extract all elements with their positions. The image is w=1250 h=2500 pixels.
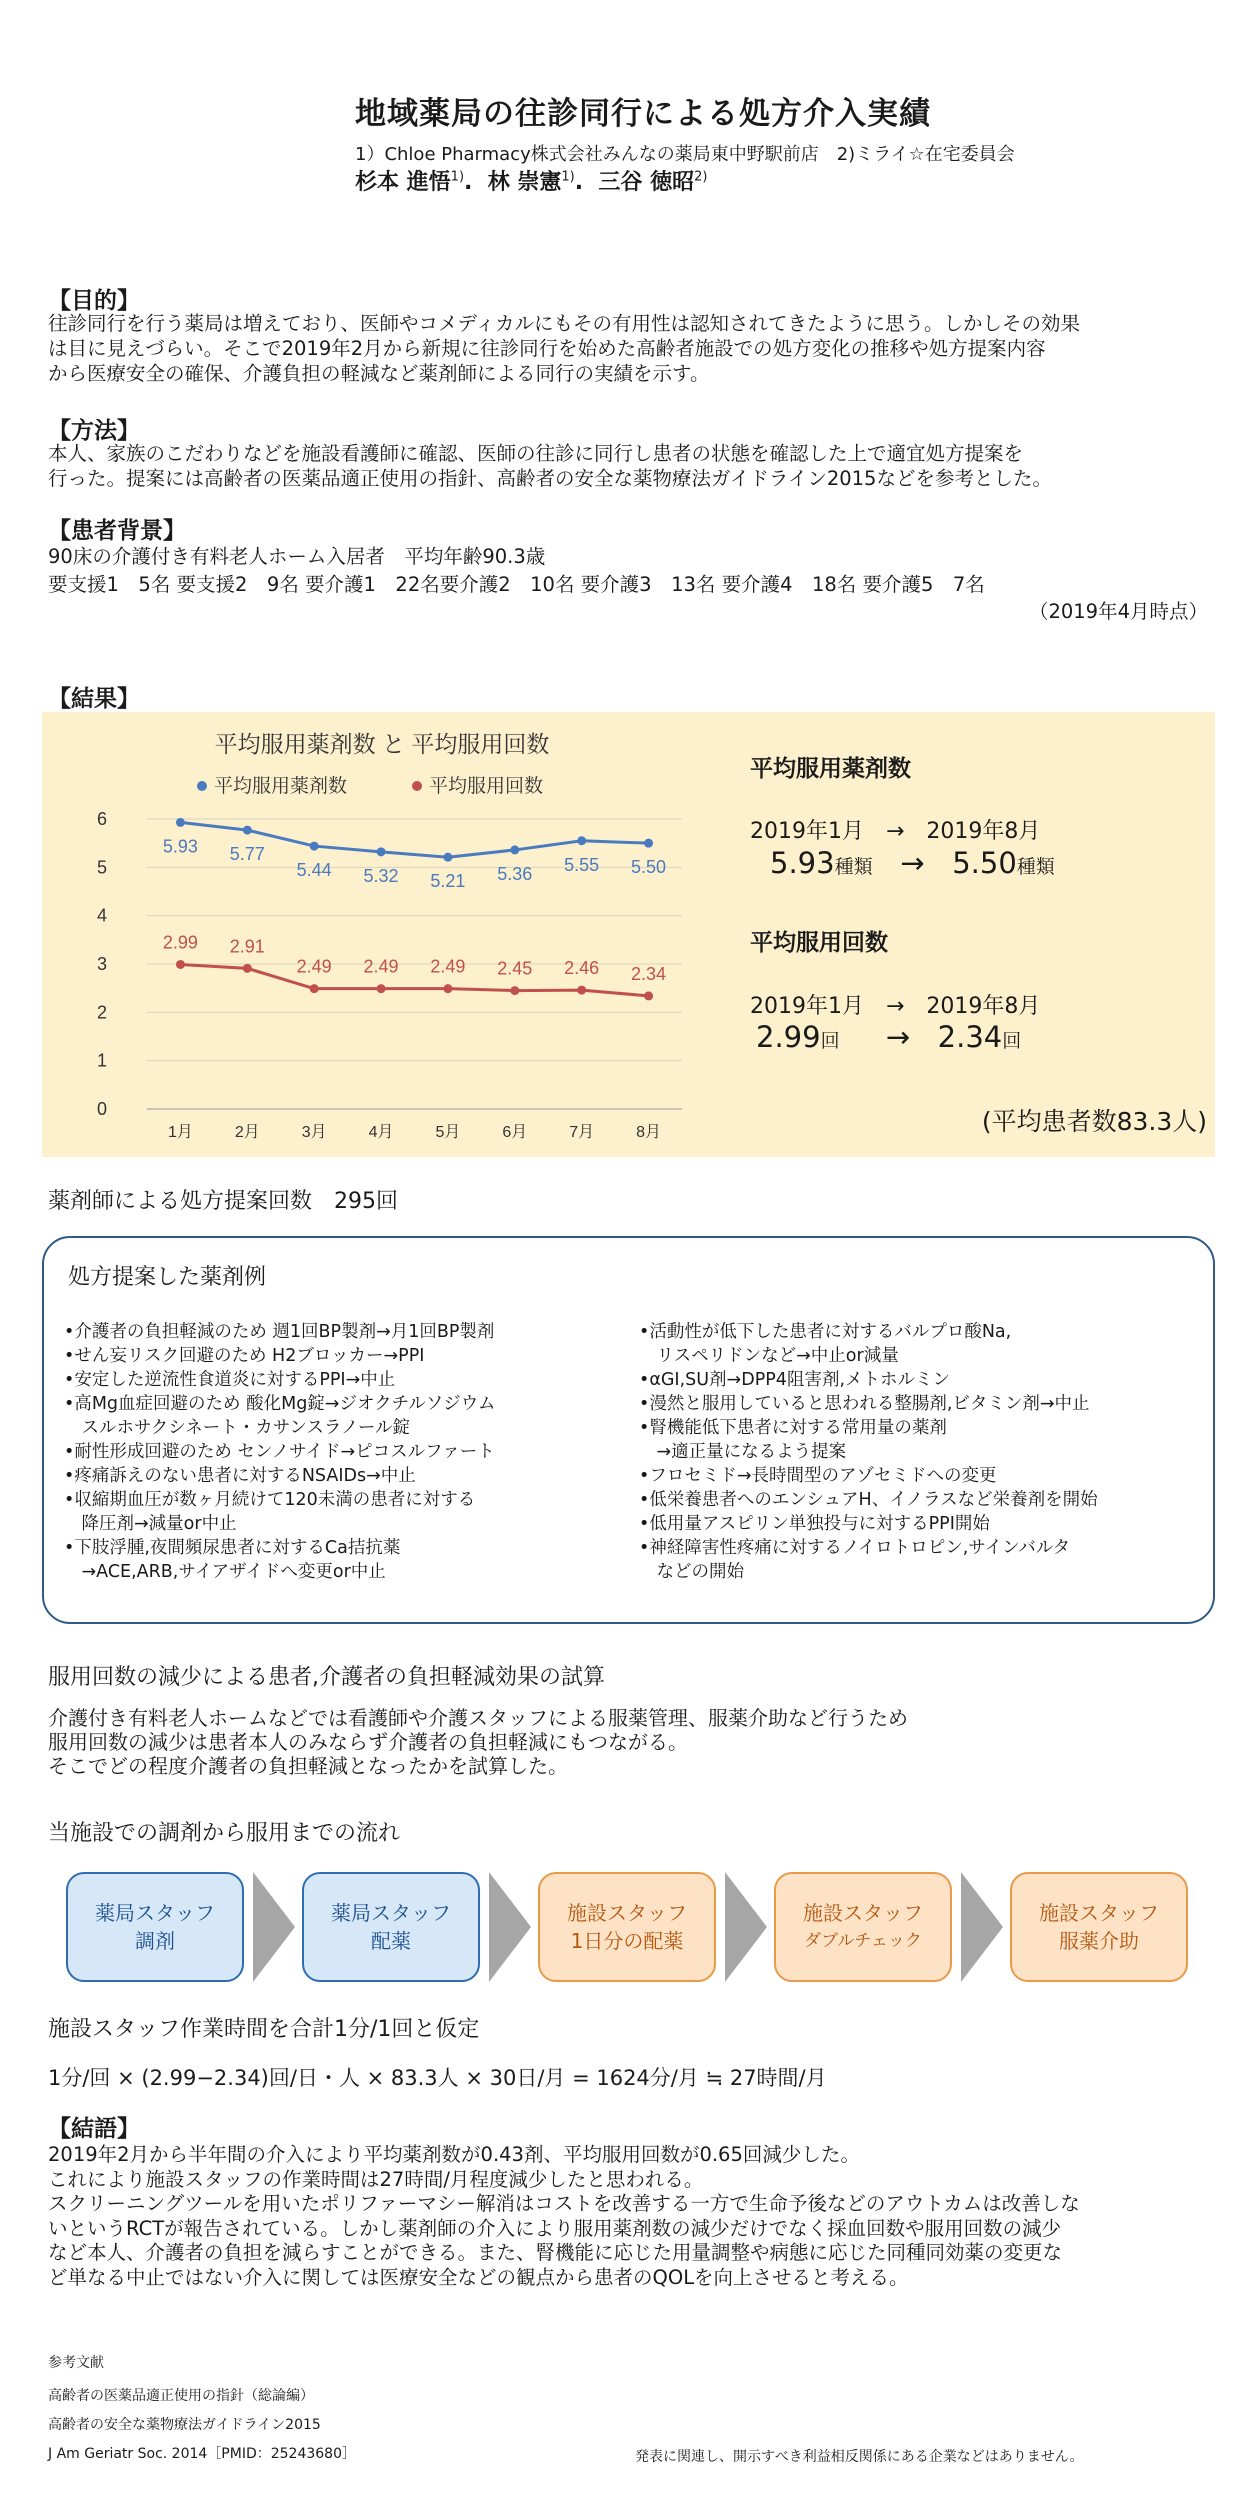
data-point <box>443 853 452 862</box>
drugs-to-value: 5.50 <box>952 846 1017 880</box>
author-mark: 1) <box>450 169 465 185</box>
drug-example-item: •αGI,SU剤→DPP4阻害剤,メトホルミン <box>639 1370 951 1390</box>
background-line: 要支援1 5名 要支援2 9名 要介護1 22名要介護2 10名 要介護3 13名 要介護4 18名 要介護5 7名 <box>48 573 985 596</box>
burden-line: 介護付き有料老人ホームなどでは看護師や介護スタッフによる服薬管理、服薬介助など行うため <box>48 1706 908 1730</box>
arrow: → <box>900 846 925 880</box>
data-point <box>243 826 252 835</box>
drug-examples-left <box>64 1320 496 1584</box>
coi-statement: 発表に関連し、開示すべき利益相反関係にある企業などはありません。 <box>635 2449 1084 2465</box>
drug-example-item: •神経障害性疼痛に対するノイロトロピン,サインバルタ <box>639 1538 1071 1558</box>
drug-example-item: などの開始 <box>639 1562 744 1582</box>
legend-label: 平均服用薬剤数 <box>214 776 348 797</box>
y-tick-label: 1 <box>96 1050 108 1071</box>
method-line: 行った。提案には高齢者の医薬品適正使用の指針、高齢者の安全な薬物療法ガイドライン2015などを参考とした。 <box>48 467 1052 490</box>
drugs-unit: 種類 <box>1016 856 1055 878</box>
data-point <box>310 842 319 851</box>
author-name: 林 崇憲 <box>487 170 562 195</box>
calc-formula: 1分/回 × (2.99−2.34)回/日・人 × 83.3人 × 30日/月 = 1624分/月 ≒ 27時間/月 <box>48 2066 827 2090</box>
drug-example-item: 降圧剤→減量or中止 <box>64 1514 237 1534</box>
drugs-summary-values <box>770 846 1055 880</box>
doses-summary-heading: 平均服用回数 <box>750 930 888 956</box>
flow-step-task: 服薬介助 <box>1059 1929 1139 1953</box>
purpose-line: 往診同行を行う薬局は増えており、医師やコメディカルにもその有用性は認知されてきたように思う。しかしその効果 <box>48 312 1080 335</box>
flow-step-daily-distribution <box>538 1872 716 1982</box>
author-mark: 2) <box>694 169 708 185</box>
data-point <box>644 991 653 1000</box>
x-tick-label: 4月 <box>368 1124 394 1141</box>
data-label: 2.34 <box>631 963 667 984</box>
background-heading: 【患者背景】 <box>48 518 186 544</box>
legend-marker <box>412 781 422 791</box>
drug-example-item: •フロセミド→長時間型のアゾセミドへの変更 <box>639 1466 997 1486</box>
data-label: 2.99 <box>162 932 198 953</box>
drug-example-item: •腎機能低下患者に対する常用量の薬剤 <box>639 1418 947 1438</box>
data-label: 2.49 <box>296 956 332 977</box>
drugs-from-value: 5.93 <box>770 846 835 880</box>
conclusion-line: スクリーニングツールを用いたポリファーマシー解消はコストを改善する一方で生命予後などのアウトカムは改善しな <box>48 2192 1080 2215</box>
flow-arrow <box>961 1872 1003 1982</box>
data-point <box>577 986 586 995</box>
flow-arrow <box>725 1872 767 1982</box>
data-label: 2.45 <box>497 958 533 979</box>
data-point <box>443 984 452 993</box>
drug-examples-box <box>42 1236 1215 1624</box>
drug-examples-right <box>639 1320 1098 1584</box>
data-label: 5.50 <box>631 857 667 878</box>
data-point <box>176 818 185 827</box>
drug-example-item: •漫然と服用していると思われる整腸剤,ビタミン剤→中止 <box>639 1394 1090 1414</box>
data-point <box>377 847 386 856</box>
drug-example-item: →適正量になるよう提案 <box>639 1442 847 1462</box>
x-tick-label: 5月 <box>435 1124 461 1141</box>
conclusion-line: いというRCTが報告されている。しかし薬剤師の介入により服用薬剤数の減少だけでなく採血回数や服用回数の減少 <box>48 2216 1062 2240</box>
burden-line: そこでどの程度介護者の負担軽減となったかを試算した。 <box>48 1754 568 1778</box>
poster-title: 地域薬局の往診同行による処方介入実績 <box>355 96 931 132</box>
drug-example-item: •低栄養患者へのエンシュアH、イノラスなど栄養剤を開始 <box>639 1490 1098 1510</box>
legend-label: 平均服用回数 <box>429 776 544 797</box>
data-label: 5.44 <box>296 860 332 881</box>
data-point <box>377 984 386 993</box>
drugs-summary-period: 2019年1月 → 2019年8月 <box>750 819 1041 844</box>
data-point <box>510 845 519 854</box>
drug-example-item: リスペリドンなど→中止or減量 <box>639 1346 899 1366</box>
data-label: 5.55 <box>564 854 600 875</box>
y-tick-label: 0 <box>96 1099 108 1119</box>
patients-count: (平均患者数83.3人) <box>981 1107 1207 1136</box>
x-tick-label: 6月 <box>502 1124 528 1141</box>
drug-example-item: •下肢浮腫,夜間頻尿患者に対するCa拮抗薬 <box>64 1538 401 1558</box>
drug-example-item: •疼痛訴えのない患者に対するNSAIDs→中止 <box>64 1466 416 1486</box>
data-label: 5.93 <box>162 836 198 857</box>
data-label: 2.46 <box>564 958 600 979</box>
reference-item: 高齢者の医薬品適正使用の指針（総論編） <box>48 2388 314 2404</box>
data-label: 5.21 <box>430 871 466 892</box>
calc-assumption: 施設スタッフ作業時間を合計1分/1回と仮定 <box>48 2017 480 2042</box>
proposals-count: 薬剤師による処方提案回数 295回 <box>48 1189 398 1214</box>
flow-heading: 当施設での調剤から服用までの流れ <box>48 1821 401 1846</box>
reference-item: J Am Geriatr Soc. 2014［PMID：25243680］ <box>48 2446 356 2462</box>
line-chart <box>42 712 742 1157</box>
author-name: 三谷 徳昭 <box>598 170 695 195</box>
flow-step-task: 1日分の配薬 <box>570 1929 684 1953</box>
flow-step-double-check <box>774 1872 952 1982</box>
drugs-unit: 種類 <box>834 856 873 878</box>
data-point <box>644 839 653 848</box>
drug-example-item: •活動性が低下した患者に対するバルプロ酸Na, <box>639 1322 1012 1342</box>
burden-heading: 服用回数の減少による患者,介護者の負担軽減効果の試算 <box>48 1665 605 1690</box>
conclusion-text <box>48 2143 1080 2290</box>
method-heading: 【方法】 <box>48 418 140 444</box>
y-tick-label: 6 <box>96 809 108 829</box>
drug-example-item: •低用量アスピリン単独投与に対するPPI開始 <box>639 1514 990 1534</box>
y-tick-label: 2 <box>96 1002 108 1023</box>
data-label: 5.77 <box>229 844 265 865</box>
data-label: 2.49 <box>430 956 466 977</box>
data-label: 5.36 <box>497 863 533 884</box>
data-point <box>176 960 185 969</box>
data-label: 2.91 <box>229 936 265 957</box>
conclusion-line: これにより施設スタッフの作業時間は27時間/月程度減少したと思われる。 <box>48 2167 704 2191</box>
purpose-text <box>48 311 1080 386</box>
purpose-heading: 【目的】 <box>48 288 140 314</box>
references-heading: 参考文献 <box>48 2355 104 2371</box>
results-panel <box>42 712 1215 1157</box>
doses-unit: 回 <box>820 1030 840 1052</box>
burden-line: 服用回数の減少は患者本人のみならず介護者の負担軽減にもつながる。 <box>48 1730 688 1754</box>
flow-step-role: 施設スタッフ <box>1039 1901 1159 1925</box>
data-point <box>510 986 519 995</box>
conclusion-line: など本人、介護者の負担を減らすことができる。また、腎機能に応じた用量調整や病態に応じた同種同効薬の変更な <box>48 2241 1063 2264</box>
flow-step-task: 配薬 <box>371 1929 411 1953</box>
method-line: 本人、家族のこだわりなどを施設看護師に確認、医師の往診に同行し患者の状態を確認した上で適宜処方提案を <box>48 442 1024 465</box>
y-tick-label: 3 <box>96 954 108 974</box>
x-tick-label: 8月 <box>636 1124 662 1141</box>
reference-item: 高齢者の安全な薬物療法ガイドライン2015 <box>48 2417 321 2433</box>
flow-arrow <box>253 1872 295 1982</box>
doses-summary-period: 2019年1月 → 2019年8月 <box>750 994 1041 1019</box>
conclusion-heading: 【結語】 <box>48 2116 140 2142</box>
doses-to-value: 2.34 <box>937 1020 1003 1054</box>
author-name: 杉本 進悟 <box>355 170 451 195</box>
affiliation: 1）Chloe Pharmacy株式会社みんなの薬局東中野駅前店 2)ミライ☆在宅委員会 <box>355 144 1015 165</box>
drug-example-item: スルホサクシネート・カサンスラノール錠 <box>64 1418 410 1438</box>
drug-example-item: •介護者の負担軽減のため 週1回BP製剤→月1回BP製剤 <box>64 1322 495 1342</box>
x-tick-label: 1月 <box>167 1124 193 1141</box>
x-tick-label: 2月 <box>234 1124 260 1141</box>
purpose-line: から医療安全の確保、介護負担の軽減など薬剤師による同行の実績を示す。 <box>48 362 710 385</box>
data-point <box>310 984 319 993</box>
x-tick-label: 3月 <box>301 1124 327 1141</box>
data-label: 5.32 <box>363 865 399 886</box>
drug-example-item: •せん妄リスク回避のため H2ブロッカー→PPI <box>64 1346 425 1366</box>
background-line: 90床の介護付き有料老人ホーム入居者 平均年齢90.3歳 <box>48 545 546 568</box>
data-label: 2.49 <box>363 956 399 977</box>
chart-title: 平均服用薬剤数 と 平均服用回数 <box>214 731 550 757</box>
y-tick-label: 5 <box>96 857 108 878</box>
drugs-summary-heading: 平均服用薬剤数 <box>750 756 911 782</box>
flow-arrow <box>489 1872 531 1982</box>
arrow: → <box>885 1020 910 1054</box>
flow-step-dispensing <box>66 1872 244 1982</box>
burden-text <box>48 1706 908 1778</box>
doses-from-value: 2.99 <box>756 1020 821 1054</box>
flow-step-delivery <box>302 1872 480 1982</box>
results-heading: 【結果】 <box>48 686 140 712</box>
flow-step-task: ダブルチェック <box>804 1931 922 1951</box>
legend-marker <box>197 781 207 791</box>
drug-examples-heading: 処方提案した薬剤例 <box>68 1265 267 1290</box>
purpose-line: は目に見えづらい。そこで2019年2月から新規に往診同行を始めた高齢者施設での処方変化の推移や処方提案内容 <box>48 337 1046 360</box>
y-tick-label: 4 <box>96 905 108 926</box>
drug-example-item: •安定した逆流性食道炎に対するPPI→中止 <box>64 1370 396 1390</box>
drug-example-item: •収縮期血圧が数ヶ月続けて120未満の患者に対する <box>64 1490 476 1510</box>
drug-example-item: •高Mg血症回避のため 酸化Mg錠→ジオクチルソジウム <box>64 1394 496 1414</box>
conclusion-line: 2019年2月から半年間の介入により平均薬剤数が0.43剤、平均服用回数が0.65回減少した。 <box>48 2143 860 2166</box>
doses-unit: 回 <box>1002 1030 1022 1052</box>
method-text <box>48 441 1052 491</box>
data-point <box>243 964 252 973</box>
x-tick-label: 7月 <box>569 1124 595 1141</box>
doses-summary-values <box>756 1020 1021 1054</box>
flow-step-role: 施設スタッフ <box>803 1901 923 1925</box>
conclusion-line: ど単なる中止ではない介入に関しては医療安全などの観点から患者のQOLを向上させると考える。 <box>48 2265 909 2289</box>
flow-step-role: 薬局スタッフ <box>331 1901 451 1925</box>
drug-example-item: •耐性形成回避のため センノサイド→ピコスルファート <box>64 1442 495 1462</box>
flow-step-medication-assist <box>1010 1872 1188 1982</box>
flow-step-role: 薬局スタッフ <box>95 1901 215 1925</box>
flow-step-task: 調剤 <box>135 1929 175 1953</box>
background-note: （2019年4月時点） <box>1028 600 1208 623</box>
drug-example-item: →ACE,ARB,サイアザイドへ変更or中止 <box>64 1562 386 1582</box>
data-point <box>577 836 586 845</box>
authors: 杉本 進悟$^{1)}$. 林 崇憲$^{1)}$. 三谷 徳昭$^{2)}$ <box>355 169 708 195</box>
author-mark: 1) <box>561 169 575 185</box>
flow-step-role: 施設スタッフ <box>567 1901 687 1925</box>
